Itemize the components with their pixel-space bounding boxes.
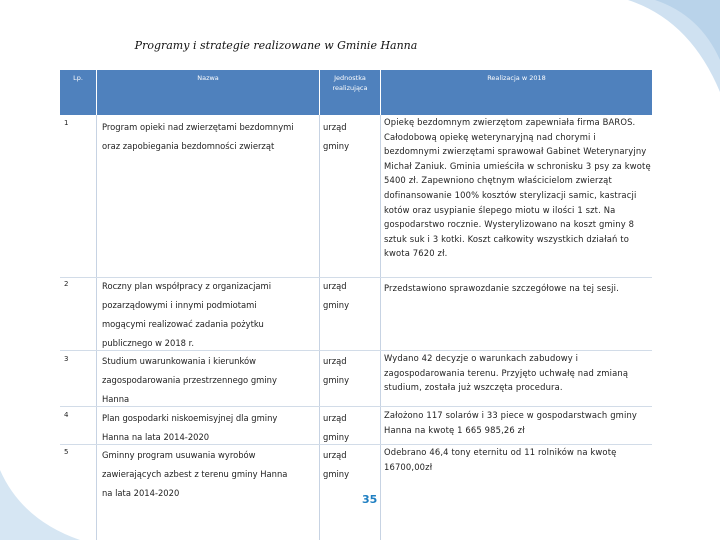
row-unit-line: gminy <box>323 432 350 442</box>
row-unit-line: gminy <box>323 141 350 151</box>
row-name-line: mogącymi realizować zadania pożytku <box>102 319 264 329</box>
column-divider <box>380 115 381 540</box>
header-jednostka: Jednostka realizująca <box>332 74 368 92</box>
header-lp-cell <box>60 70 96 115</box>
row-name-line: zagospodarowania przestrzennego gminy <box>102 375 277 385</box>
row-unit-line: urząd <box>323 413 347 423</box>
column-divider <box>319 115 320 540</box>
row-name-line: zawierających azbest z terenu gminy Hanna <box>102 469 288 479</box>
row-number: 5 <box>64 448 69 456</box>
row-name-line: na lata 2014-2020 <box>102 488 180 498</box>
row-unit-line: gminy <box>323 469 350 479</box>
row-realization: Założono 117 solarów i 33 piece w gospodarstwach gminy Hanna na kwotę 1 665 985,26 zł <box>384 410 638 435</box>
row-unit-line: gminy <box>323 375 350 385</box>
row-number: 4 <box>64 411 69 419</box>
row-name-line: pozarządowymi i innymi podmiotami <box>102 300 257 310</box>
row-number: 1 <box>64 119 69 127</box>
row-name-line: publicznego w 2018 r. <box>102 338 194 348</box>
header-realizacja-cell <box>381 70 652 115</box>
row-unit-line: gminy <box>323 300 350 310</box>
row-realization: Wydano 42 decyzje o warunkach zabudowy i zagospodarowania terenu. Przyjęto uchwałę nad zmianą studium, została już wszczęta procedura. <box>384 353 629 393</box>
row-unit-line: urząd <box>323 450 347 460</box>
row-name-line: Plan gospodarki niskoemisyjnej dla gminy <box>102 413 278 423</box>
row-name-line: Program opieki nad zwierzętami bezdomnymi <box>102 122 294 132</box>
row-name-line: Hanna <box>102 394 130 404</box>
row-name-line: oraz zapobiegania bezdomności zwierząt <box>102 141 275 151</box>
row-realization: Opiekę bezdomnym zwierzętom zapewniała firma BAROS. Całodobową opiekę weterynaryjną nad chorymi i bezdomnymi zwierzętami sprawował Gabinet Weterynaryjny Michał Zaniuk. Gminia umieściła w schronisku 3 psy za kwotę 5400 zł. Zapewniono chętnym właścicielom zwierząt dofinansowanie 100% kosztów sterylizacji samic, kastracji kotów oraz usypianie ślepego miotu w ilości 1 szt. Na gospodarstwo rocznie. Wysterylizowano na koszt gminy 8 sztuk suk i 3 kotki. Koszt całkowity wszystkich działań to kwota 7620 zł. <box>384 117 651 259</box>
page-title: Programy i strategie realizowane w Gminie Hanna <box>134 39 418 52</box>
row-realization: Odebrano 46,4 tony eternitu od 11 rolników na kwotę 16700,00zł <box>384 447 617 472</box>
header-nazwa: Nazwa <box>197 74 219 82</box>
row-unit-line: urząd <box>323 356 347 366</box>
header-realizacja: Realizacja w 2018 <box>487 74 546 82</box>
row-unit-line: urząd <box>323 281 347 291</box>
row-name-line: Roczny plan współpracy z organizacjami <box>102 281 272 291</box>
row-name-line: Studium uwarunkowania i kierunków <box>102 356 257 366</box>
row-number: 2 <box>64 280 69 288</box>
page-number: 35 <box>362 493 378 506</box>
column-divider <box>96 115 97 540</box>
row-realization: Przedstawiono sprawozdanie szczegółowe na tej sesji. <box>384 283 619 293</box>
header-nazwa-cell <box>97 70 319 115</box>
row-unit-line: urząd <box>323 122 347 132</box>
row-name-line: Hanna na lata 2014-2020 <box>102 432 210 442</box>
row-name-line: Gminny program usuwania wyrobów <box>102 450 256 460</box>
row-number: 3 <box>64 355 69 363</box>
header-jednostka-cell <box>320 70 380 115</box>
row-divider <box>60 406 652 407</box>
header-lp: Lp. <box>73 74 83 82</box>
